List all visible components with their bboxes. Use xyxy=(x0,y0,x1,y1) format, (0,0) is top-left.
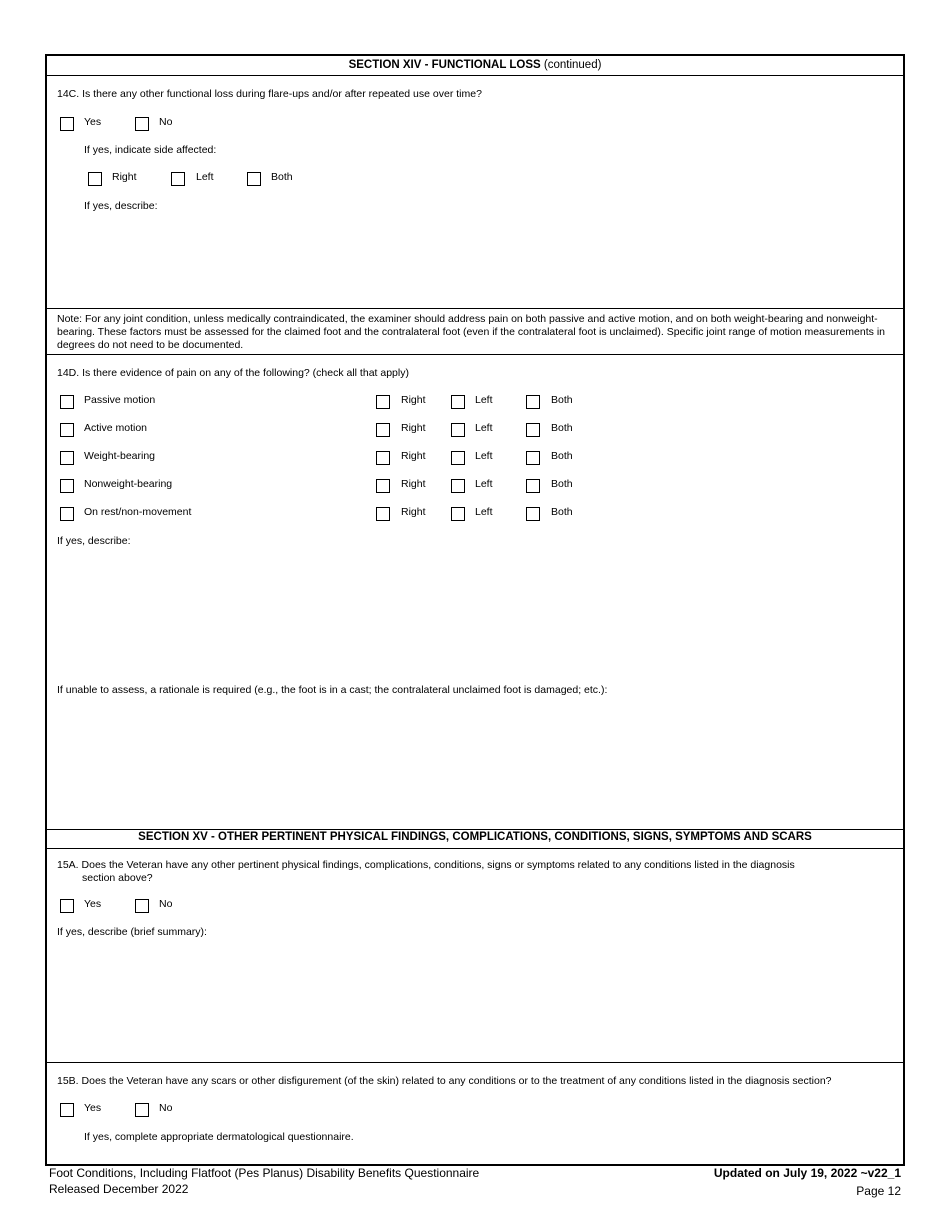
both-label: Both xyxy=(551,422,573,434)
q14d-row-label: Passive motion xyxy=(84,394,156,406)
q14d-row-label: On rest/non-movement xyxy=(84,506,192,518)
q14d-active-left-checkbox[interactable] xyxy=(451,423,465,437)
divider xyxy=(47,1062,903,1063)
q14c-left-checkbox[interactable] xyxy=(171,172,185,186)
q14d-describe-label: If yes, describe: xyxy=(57,535,131,547)
q14c-right-checkbox[interactable] xyxy=(88,172,102,186)
q15a-no-checkbox[interactable] xyxy=(135,899,149,913)
q14c-question: 14C. Is there any other functional loss during flare-ups and/or after repeated use over time? xyxy=(57,88,482,100)
both-label: Both xyxy=(551,478,573,490)
q14d-row-label: Weight-bearing xyxy=(84,450,156,462)
q15a-question-line2: section above? xyxy=(82,872,153,884)
q14d-weight-bearing-both-checkbox[interactable] xyxy=(526,451,540,465)
q15b-yes-label: Yes xyxy=(84,1102,102,1114)
q14d-rest-checkbox[interactable] xyxy=(60,507,74,521)
q14d-weight-bearing-checkbox[interactable] xyxy=(60,451,74,465)
q14c-no-checkbox[interactable] xyxy=(135,117,149,131)
q15b-yes-checkbox[interactable] xyxy=(60,1103,74,1117)
q14d-nonweight-bearing-left-checkbox[interactable] xyxy=(451,479,465,493)
section-14-title: SECTION XIV - FUNCTIONAL LOSS xyxy=(348,59,541,71)
divider xyxy=(47,308,903,309)
footer-updated: Updated on July 19, 2022 ~v22_1 xyxy=(713,1166,901,1180)
section-15-title: SECTION XV - OTHER PERTINENT PHYSICAL FINDINGS, COMPLICATIONS, CONDITIONS, SIGNS, SYMPTOMS AND SCARS xyxy=(138,831,812,843)
q14c-yes-label: Yes xyxy=(84,116,102,128)
q14d-rationale-label: If unable to assess, a rationale is required (e.g., the foot is in a cast; the contralateral unclaimed foot is damaged; etc.): xyxy=(57,684,608,696)
q14d-row-label: Nonweight-bearing xyxy=(84,478,173,490)
q14d-active-both-checkbox[interactable] xyxy=(526,423,540,437)
section-14-title-suffix: (continued) xyxy=(540,59,602,71)
both-label: Both xyxy=(551,506,573,518)
divider xyxy=(47,829,903,830)
left-label: Left xyxy=(475,478,493,490)
q14d-describe-area[interactable] xyxy=(57,551,887,676)
q14d-passive-left-checkbox[interactable] xyxy=(451,395,465,409)
q15a-describe-label: If yes, describe (brief summary): xyxy=(57,926,207,938)
q14c-no-label: No xyxy=(159,116,173,128)
right-label: Right xyxy=(401,422,426,434)
q15b-no-label: No xyxy=(159,1102,173,1114)
q14d-question: 14D. Is there evidence of pain on any of the following? (check all that apply) xyxy=(57,367,409,379)
q15a-describe-area[interactable] xyxy=(57,942,887,1054)
left-label: Left xyxy=(475,394,493,406)
left-label: Left xyxy=(475,422,493,434)
q14c-both-checkbox[interactable] xyxy=(247,172,261,186)
section-14-header xyxy=(47,59,903,71)
right-label: Right xyxy=(401,450,426,462)
divider xyxy=(47,848,903,849)
q15b-question: 15B. Does the Veteran have any scars or other disfigurement (of the skin) related to any conditions or to the treatment of any conditions listed in the diagnosis section? xyxy=(57,1075,832,1087)
q15b-instruction: If yes, complete appropriate dermatological questionnaire. xyxy=(84,1131,354,1143)
right-label: Right xyxy=(401,394,426,406)
q14d-passive-checkbox[interactable] xyxy=(60,395,74,409)
both-label: Both xyxy=(551,450,573,462)
divider xyxy=(47,354,903,355)
q15a-yes-label: Yes xyxy=(84,898,102,910)
q15a-yes-checkbox[interactable] xyxy=(60,899,74,913)
divider xyxy=(47,75,903,76)
note-text: Note: For any joint condition, unless medically contraindicated, the examiner should address pain on both passive and active motion, and on both weight-bearing and nonweight-bearing. These factors must be assessed for the claimed foot and the contralateral foot (even if the contralateral foot is unclaimed). Specific joint range of motion measurements in degrees do not need to be documented. xyxy=(57,313,885,351)
q15a-no-label: No xyxy=(159,898,173,910)
q14d-row-label: Active motion xyxy=(84,422,148,434)
left-label: Left xyxy=(475,506,493,518)
q14c-side-prompt: If yes, indicate side affected: xyxy=(84,144,217,156)
both-label: Both xyxy=(551,394,573,406)
footer-form-title: Foot Conditions, Including Flatfoot (Pes Planus) Disability Benefits Questionnaire xyxy=(49,1166,480,1180)
q14d-nonweight-bearing-checkbox[interactable] xyxy=(60,479,74,493)
q14d-nonweight-bearing-right-checkbox[interactable] xyxy=(376,479,390,493)
q14d-rationale-area[interactable] xyxy=(57,701,887,821)
form-frame xyxy=(45,54,905,1166)
q14c-describe-label: If yes, describe: xyxy=(84,200,158,212)
q14d-weight-bearing-right-checkbox[interactable] xyxy=(376,451,390,465)
footer-released: Released December 2022 xyxy=(49,1182,189,1196)
right-label: Right xyxy=(401,478,426,490)
left-label: Left xyxy=(475,450,493,462)
q14d-active-checkbox[interactable] xyxy=(60,423,74,437)
q14c-left-label: Left xyxy=(196,171,214,183)
q14c-yes-checkbox[interactable] xyxy=(60,117,74,131)
right-label: Right xyxy=(401,506,426,518)
q14c-right-label: Right xyxy=(112,171,137,183)
footer-page-number: Page 12 xyxy=(856,1184,901,1198)
q14d-rest-left-checkbox[interactable] xyxy=(451,507,465,521)
q14d-passive-both-checkbox[interactable] xyxy=(526,395,540,409)
q14d-active-right-checkbox[interactable] xyxy=(376,423,390,437)
q14d-rest-both-checkbox[interactable] xyxy=(526,507,540,521)
q14d-passive-right-checkbox[interactable] xyxy=(376,395,390,409)
q14d-weight-bearing-left-checkbox[interactable] xyxy=(451,451,465,465)
q15b-no-checkbox[interactable] xyxy=(135,1103,149,1117)
q15a-question-line1: 15A. Does the Veteran have any other pertinent physical findings, complications, conditions, signs or symptoms related to any conditions listed in the diagnosis xyxy=(57,859,795,871)
q14d-rest-right-checkbox[interactable] xyxy=(376,507,390,521)
q14c-describe-area[interactable] xyxy=(84,216,884,304)
q14d-nonweight-bearing-both-checkbox[interactable] xyxy=(526,479,540,493)
q14c-both-label: Both xyxy=(271,171,293,183)
